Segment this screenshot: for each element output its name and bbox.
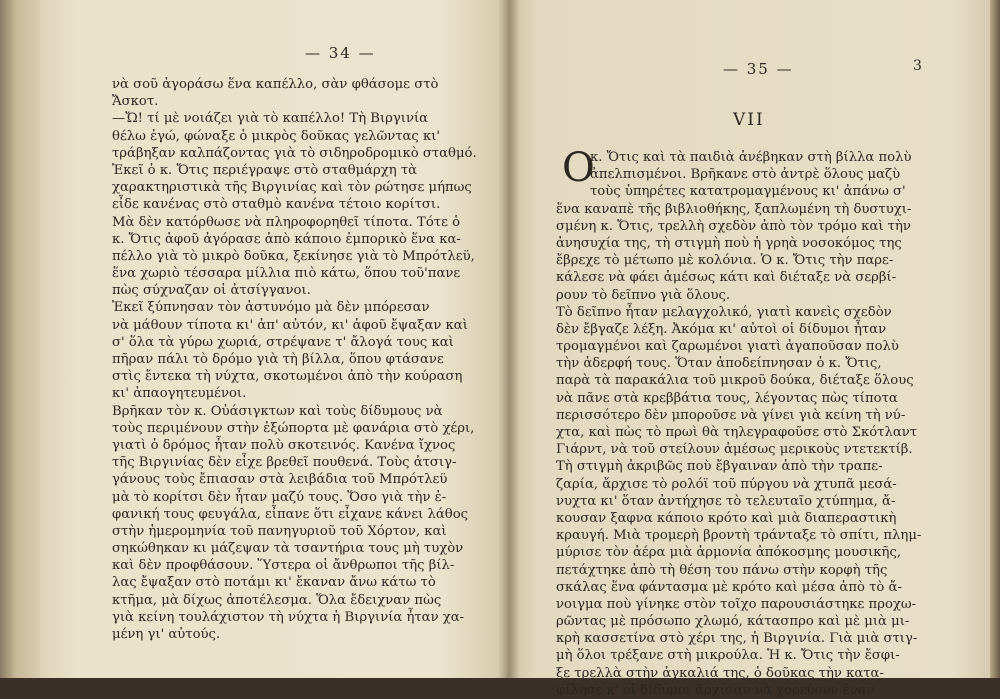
text-line: ρουν τὸ δεῖπνο γιὰ ὅλους. (556, 287, 731, 303)
text-line: δὲν ἔβγαζε λέξη. Ἀκόμα κι' αὐτοὶ οἱ δίδυμοι ἦταν (556, 321, 887, 337)
page-number-right: — 35 — (723, 60, 794, 78)
text-line: ἀπελπισμένοι. Βρῆκανε στὸ ἀντρὲ ὅλους μαζὺ (590, 167, 901, 183)
text-line: γιατὶ ὁ δρόμος ἦταν πολὺ σκοτεινός. Κανένα ἴχνος (112, 437, 456, 453)
text-line: θέλω ἐγώ, φώναξε ὁ μικρὸς δοῦκας γελῶντας κι' (112, 128, 441, 144)
book-gutter (498, 0, 520, 678)
text-line: κ. Ὄτις καὶ τὰ παιδιὰ ἀνέβηκαν στὴ βίλλα πολὺ (590, 150, 912, 165)
text-line: νὰ πᾶνε στὰ κρεββάτια τους, λέγοντας πὼς τίποτα (556, 390, 898, 406)
text-line: τῆς Βιργινίας δὲν εἶχε βρεθεῖ πουθενά. Τοὺς ἀτσιγ- (112, 455, 457, 471)
text-line: ἕνα καναπὲ τῆς βιβλιοθήκης, ξαπλωμένη τὴ δυστυχι- (556, 201, 912, 217)
text-line: ἔβρεχε τὸ μέτωπο μὲ κολόνια. Ὁ κ. Ὄτις τὴν παρε- (556, 253, 894, 269)
text-line: τοὺς ὑπηρέτες κατατρομαγμένους κι' ἀπάνω σ' (590, 184, 906, 200)
text-line: χαρακτηριστικὰ τῆς Βιργινίας καὶ τὸν ρώτησε μήπως (112, 180, 472, 196)
text-line: μὰ τὸ κορίτσι δὲν ἦταν μαζύ τους. Ὅσο γιὰ τὴν ἐ- (112, 489, 447, 505)
text-line: νὰ μάθουν τίποτα κι' ἀπ' αὐτόν, κι' ἀφοῦ ἔψαξαν καὶ (112, 317, 468, 333)
text-line: ξε τρελλὰ στὴν ἀγκαλιά της, ὁ δοῦκας τὴν κατα- (556, 665, 884, 681)
text-line: σμένη κ. Ὄτις, τρελλὴ σχεδὸν ἀπὸ τὸν τρόμο καὶ τὴν (556, 218, 911, 234)
text-line: ἀνησυχία της, τὴ στιγμὴ ποὺ ἡ γρηὰ νοσοκόμος της (556, 235, 902, 251)
text-line: τὴν ἀδερφή τους. Ὅταν ἀποδείπνησαν ὁ κ. Ὄτις, (556, 356, 882, 372)
text-line: παρὰ τὰ παρακάλια τοῦ μικροῦ δούκα, διέταξε ὅλους (556, 373, 914, 389)
right-page-text (556, 145, 976, 699)
text-line: κρὴ κασσετίνα στὸ χέρι της, ἡ Βιργινία. Γιὰ μιὰ στιγ- (556, 631, 918, 647)
text-line: νὰ σοῦ ἀγοράσω ἕνα καπέλλο, σὰν φθάσομε στὸ (112, 77, 439, 92)
text-line: ζαρία, ἄρχισε τὸ ρολόϊ τοῦ πύργου νὰ χτυπᾶ μεσά- (556, 476, 897, 492)
text-line: —Ὤ! τί μὲ νοιάζει γιὰ τὸ καπέλλο! Τὴ Βιργινία (112, 111, 429, 127)
text-line: τοὺς περιμένουν στὴν ἐξώπορτα μὲ φανάρια στὸ χέρι, (112, 420, 475, 436)
text-line: κάλεσε νὰ φάει ἀμέσως κάτι καὶ διέταξε νὰ σερβί- (556, 270, 897, 286)
text-line: μύρισε τὸν ἀέρα μιὰ ἁρμονία ἀπόκοσμης μουσικῆς, (556, 545, 902, 561)
text-line: γιὰ κείνη τουλάχιστον τὴ νύχτα ἡ Βιργινία ἦταν χα- (112, 609, 465, 625)
left-page (40, 0, 510, 678)
left-page-text (112, 76, 512, 643)
page-number-left: — 34 — (305, 44, 376, 62)
right-page (508, 0, 990, 698)
text-line: εἶδε κανένας στὸ σταθμὸ κανένα τέτοιο κορίτσι. (112, 197, 441, 213)
drop-cap: Ο (562, 145, 595, 191)
text-line: Τὸ δεῖπνο ἦταν μελαγχολικό, γιατὶ κανεὶς σχεδὸν (556, 304, 892, 320)
text-line: στὴν ἡμερομηνία τοῦ πανηγυριοῦ τοῦ Χόρτον, καὶ (112, 523, 447, 539)
text-line: πετάχτηκε ἀπὸ τὴ θέση του πάνω στὴν κορφὴ τῆς (556, 562, 888, 578)
text-line: κραυγή. Μιὰ τρομερὴ βροντὴ τράνταξε τὸ σπίτι, πλημ- (556, 528, 922, 544)
text-line: Ἐκεῖ ὁ κ. Ὄτις περιέγραψε στὸ σταθμάρχη τὰ (112, 162, 418, 178)
text-line: κι' ἀπαογητευμένοι. (112, 386, 247, 402)
text-line: σκάλας ἕνα φάντασμα μὲ κρότο καὶ μέσα ἀπὸ τὸ ἄ- (556, 579, 902, 595)
text-line: Ἐκεῖ ξύπνησαν τὸν ἀστυνόμο μὰ δὲν μπόρεσαν (112, 300, 430, 316)
text-line: φίλησε κ' οἱ δίδυμοι ἄρχισαν νὰ χορεύουν ἕναν (556, 682, 875, 698)
text-line: γάνους τοὺς ἔπιασαν στὰ λειβάδια τοῦ Μπρότλεϋ (112, 472, 448, 488)
text-line: μένη γι' αὐτούς. (112, 627, 221, 642)
text-line: Βρῆκαν τὸν κ. Οὐάσιγκτων καὶ τοὺς δίδυμους νὰ (112, 403, 443, 419)
text-line: κτῆμα, μὰ δίχως ἀποτέλεσμα. Ὅλα ἔδειχναν πὼς (112, 592, 442, 608)
book-edge-right (990, 0, 1000, 678)
text-line: Μὰ δὲν κατόρθωσε νὰ πληροφορηθεῖ τίποτα. Τότε ὁ (112, 214, 461, 230)
text-line: λας ἔψαξαν στὸ ποτάμι κι' ἔκαναν ἄνω κάτω τὸ (112, 575, 436, 591)
text-line: σηκώθηκαν κι μάζεψαν τὰ τσαντήρια τους μὴ τυχὸν (112, 541, 464, 557)
text-line: κ. Ὄτις ἀφοῦ ἀγόρασε ἀπὸ κάποιο ἐμπορικὸ ἕνα κα- (112, 231, 461, 247)
book-edge-left (0, 0, 40, 678)
text-line: πέλλο γιὰ τὸ μικρὸ δοῦκα, ξεκίνησε γιὰ τὸ Μπρότλεϋ, (112, 248, 475, 264)
text-line: φανική τους φευγάλα, εἶπανε ὅτι εἶχανε κάνει λάθος (112, 506, 469, 522)
text-line: πῆραν πάλι τὸ δρόμο γιὰ τὴ βίλλα, ὅπου φτάσανε (112, 352, 444, 367)
text-line: νοιγμα ποὺ γίνηκε στὸν τοῖχο παρουσιάστηκε προχω- (556, 596, 917, 612)
text-line: τρομαγμένοι καὶ ζαρωμένοι γιατὶ ἀγαποῦσαν πολὺ (556, 339, 899, 355)
text-line: τράβηξαν καλπάζοντας γιὰ τὸ σιδηροδρομικὸ σταθμό. (112, 145, 477, 161)
text-line: σ' ὅλα τὰ γύρω χωριά, στρέψανε τ' ἄλογά τους καὶ (112, 334, 454, 350)
text-line: στὶς ἔντεκα τὴ νύχτα, σκοτωμένοι ἀπὸ τὴν κούραση (112, 369, 463, 385)
chapter-heading: VII (733, 110, 765, 130)
text-line: Τὴ στιγμὴ ἀκριβῶς ποὺ ἔβγαιναν ἀπὸ τὴν τραπε- (556, 459, 883, 475)
text-line: μὴ ὅλοι τρέξανε στὴ μικρούλα. Ἡ κ. Ὄτις τὴν ἔσφι- (556, 648, 900, 664)
text-line: κουσαν ξαφνα κάποιο κρότο καὶ μιὰ διαπεραστικὴ (556, 510, 897, 526)
text-line: ρῶντας μὲ πρόσωπο χλωμό, κάτασπρο καὶ μὲ μιὰ μι- (556, 614, 910, 630)
text-line: καὶ δὲν προφθάσουν. Ὕστερα οἱ ἄνθρωποι τῆς βίλ- (112, 558, 455, 574)
text-line: χτα, καὶ πὼς τὸ πρωὶ θὰ τηλεγραφοῦσε στὸ Σκότλαντ (556, 425, 918, 440)
text-line: πὼς σύχναζαν οἱ ἀτσίγγανοι. (112, 283, 311, 299)
text-line: περισσότερο δὲν μποροῦσε νὰ γίνει γιὰ κείνη τὴ νύ- (556, 407, 906, 423)
text-line: ἕνα χωριὸ τέσσαρα μίλλια πιὸ κάτω, ὅπου τοῦ'πανε (112, 266, 461, 282)
text-line: Ἄσκοτ. (112, 94, 159, 110)
corner-mark: 3 (913, 58, 922, 74)
text-line: Γιάρντ, νὰ τοῦ στείλουν ἀμέσως μερικοὺς ντετεκτίβ. (556, 442, 913, 458)
text-line: νυχτα κι' ὅταν ἀντήχησε τὸ τελευταῖο χτύπημα, ἄ- (556, 493, 896, 509)
